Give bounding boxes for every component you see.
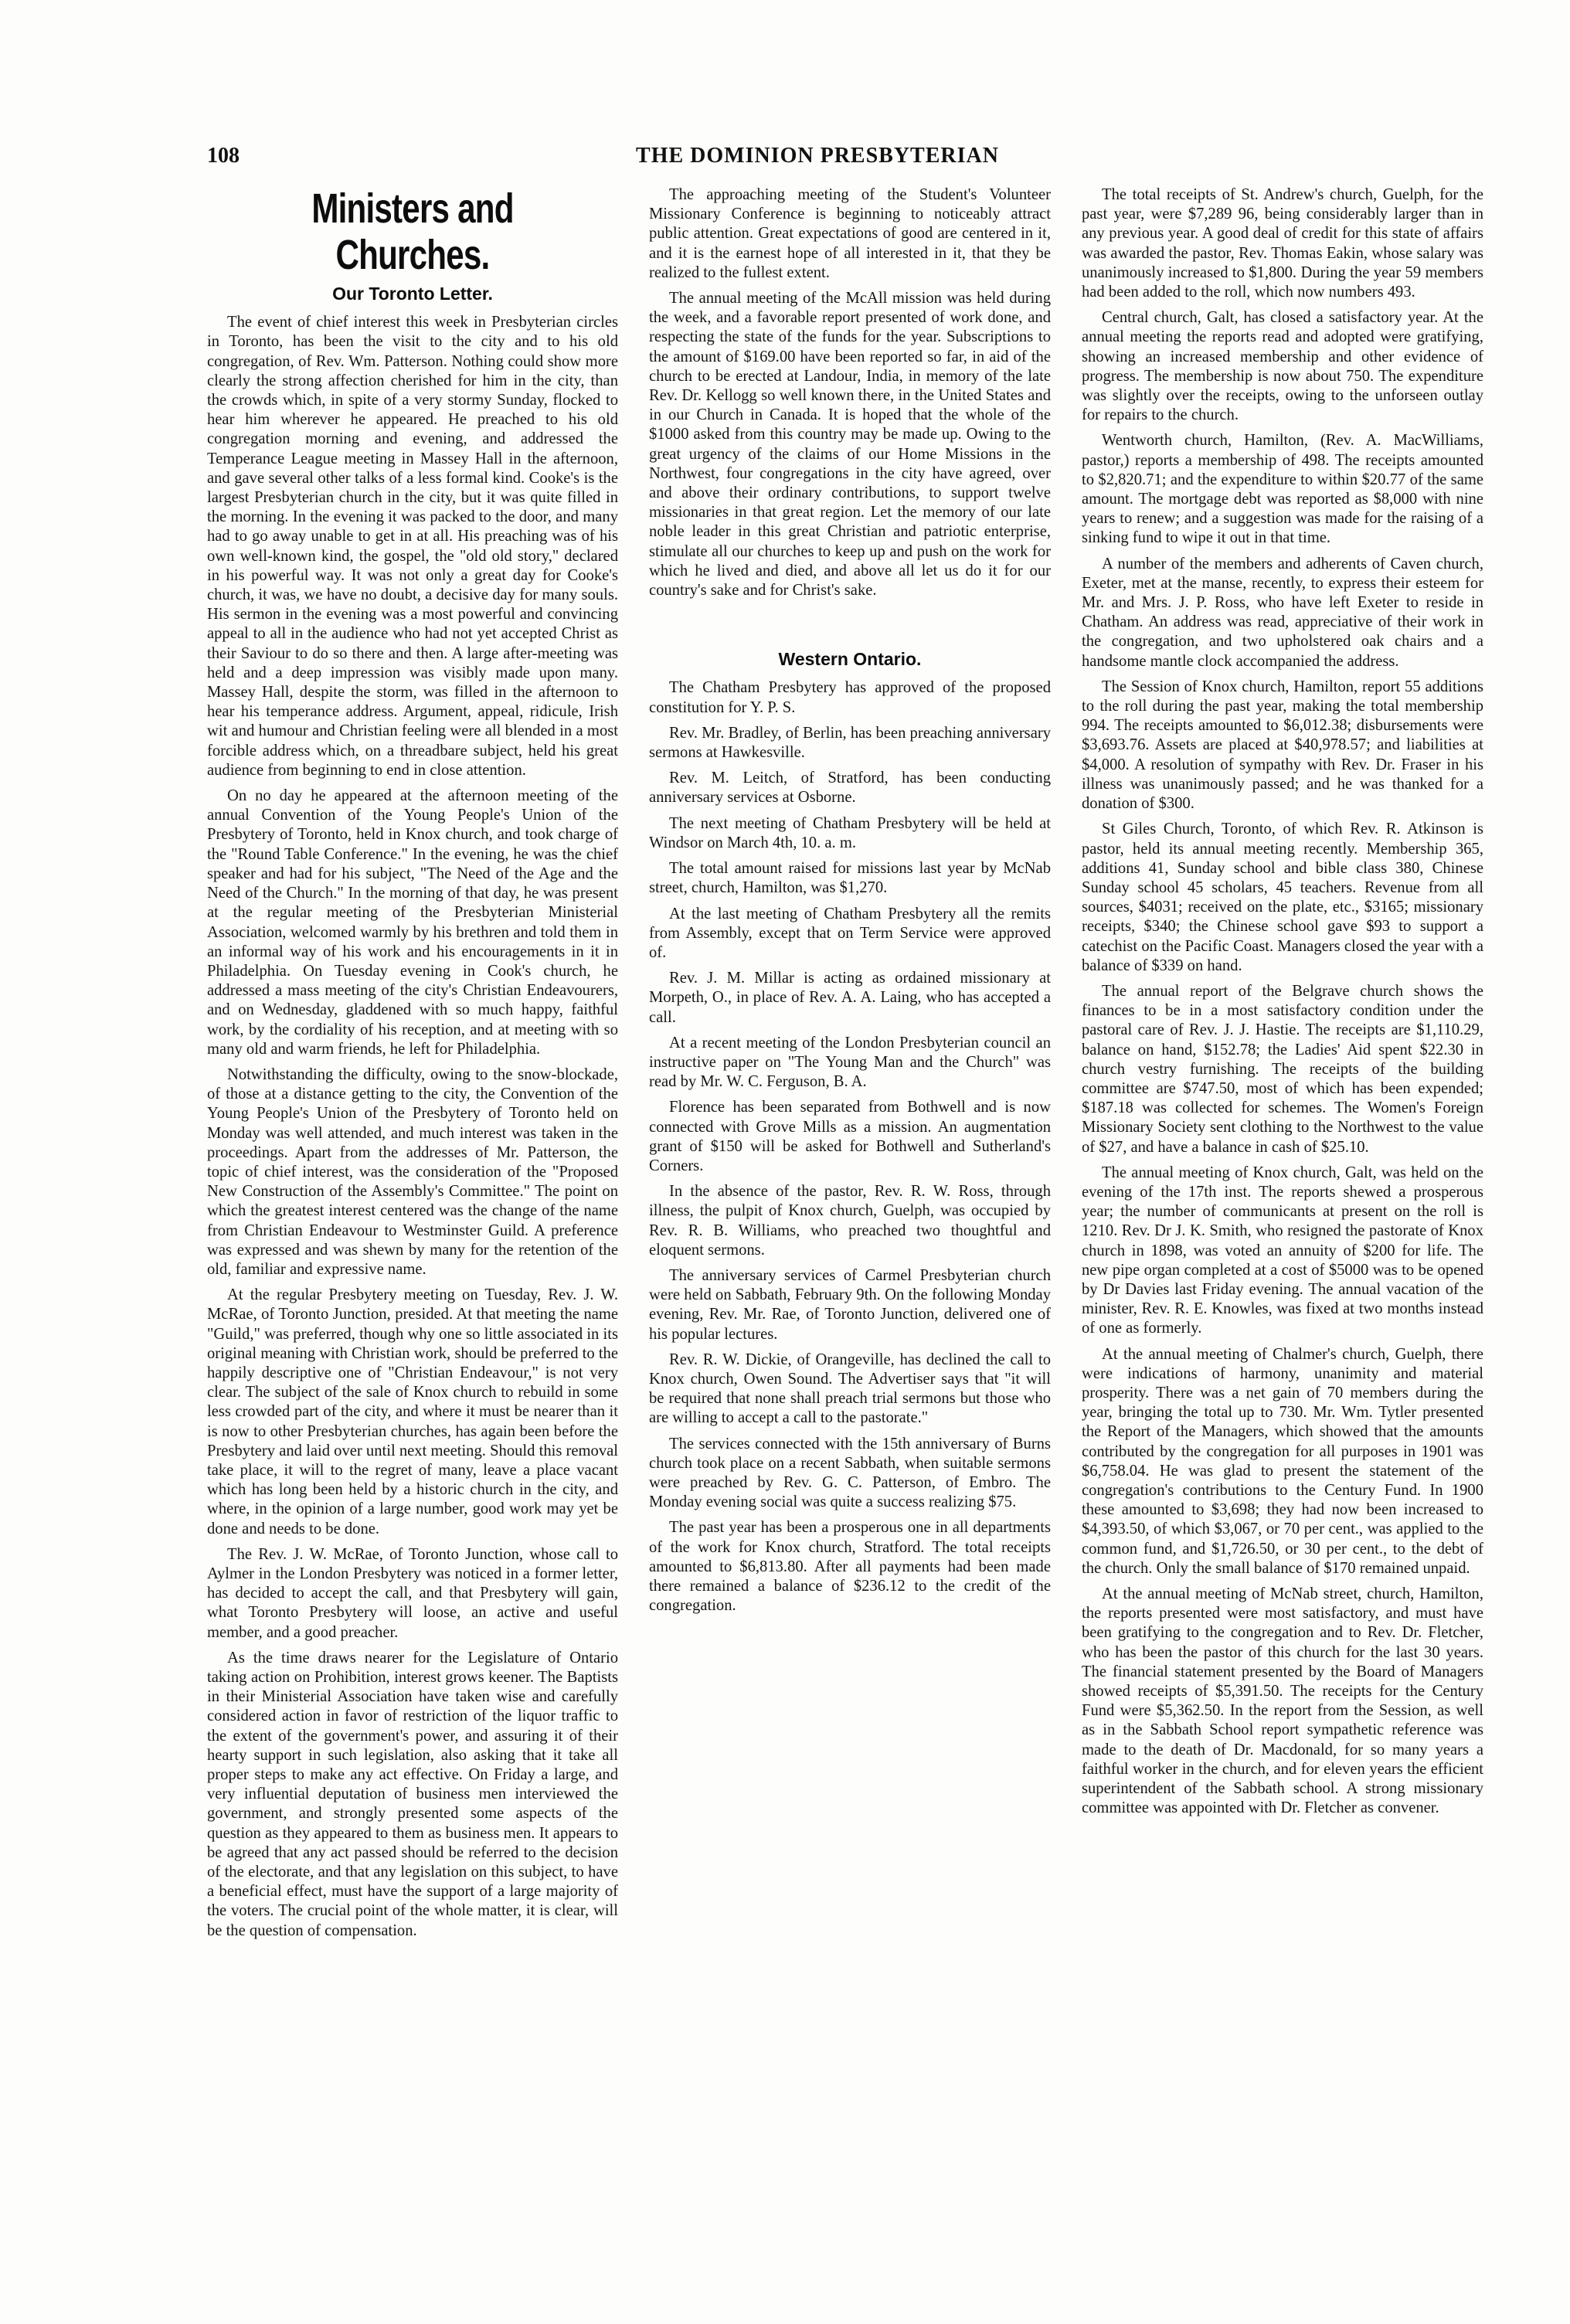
- western-paragraph-12: Rev. R. W. Dickie, of Orangeville, has declined the call to Knox church, Owen Sound. The Advertiser says that "it will be required that none shall preach trial sermons but those who are willing to accept a call to the pastorate.": [649, 1351, 1051, 1427]
- column-2: [649, 185, 1051, 1622]
- western-paragraph-2: Rev. Mr. Bradley, of Berlin, has been preaching anniversary sermons at Hawkesville.: [649, 724, 1051, 762]
- western-paragraph-7: Rev. J. M. Millar is acting as ordained missionary at Morpeth, O., in place of Rev. A. A. Laing, who has accepted a call.: [649, 970, 1051, 1026]
- western-paragraph-9: Florence has been separated from Bothwell and is now connected with Grove Mills as a mission. An augmentation grant of $150 will be asked for Bothwell and Sutherland's Corners.: [649, 1099, 1051, 1174]
- western-paragraph-8: At a recent meeting of the London Presbyterian council an instructive paper on "The Young Man and the Church" was read by Mr. W. C. Ferguson, B. A.: [649, 1034, 1051, 1091]
- page-header: [207, 144, 1428, 175]
- toronto-paragraph-5: The Rev. J. W. McRae, of Toronto Junction, whose call to Aylmer in the London Presbytery was noticed in a former letter, has decided to accept the call, and that Presbytery will gain, what Toronto Presbytery will loose, an active and useful member, and a good preacher.: [207, 1545, 618, 1641]
- western-paragraph-22: The annual meeting of Knox church, Galt, was held on the evening of the 17th inst. The reports shewed a prosperous year; the number of communicants at present on the roll is 1210. Rev. Dr J. K. Smith, who resigned the pastorate of Knox church in 1898, was voted an annuity of $200 for life. The new pipe organ completed at a cost of $5000 was to be opened by Dr Davies last Friday evening. The annual vacation of the minister, Rev. R. E. Knowles, was fixed at two months instead of one as formerly.: [1082, 1164, 1483, 1337]
- western-paragraph-16: Central church, Galt, has closed a satisfactory year. At the annual meeting the reports read and adopted were gratifying, showing an increased membership and other evidence of progress. The membership is now about 750. The expenditure was slightly over the receipts, owing to the unforseen outlay for repairs to the church.: [1082, 309, 1483, 424]
- western-paragraph-17: Wentworth church, Hamilton, (Rev. A. MacWilliams, pastor,) reports a membership of 498. The receipts amounted to $2,820.71; and the expenditure to within $20.77 of the same amount. The mortgage debt was reported as $8,000 with nine years to renew; and a suggestion was made for the raising of a sinking fund to wipe it out in that time.: [1082, 432, 1483, 547]
- western-paragraph-19: The Session of Knox church, Hamilton, report 55 additions to the roll during the past year, making the total membership 994. The receipts amounted to $6,012.38; disbursements were $3,693.76. Assets are placed at $40,978.57; and liabilities at $4,000. A resolution of sympathy with Rev. Dr. Fraser in his illness was unanimously passed; and he was thanked for a donation of $300.: [1082, 678, 1483, 813]
- western-paragraph-21: The annual report of the Belgrave church shows the finances to be in a most satisfactory condition under the pastoral care of Rev. J. J. Hastie. The receipts are $1,110.29, balance on hand, $152.78; the Ladies' Aid spent $22.30 in church vestry furnishing. The receipts of the building committee are $747.50, most of which has been expended; $187.18 was collected for schemes. The Women's Foreign Missionary Society sent clothing to the Northwest to the value of $27, and have a balance in cash of $25.10.: [1082, 982, 1483, 1156]
- western-paragraph-20: St Giles Church, Toronto, of which Rev. R. Atkinson is pastor, held its annual meeting recently. Membership 365, additions 41, Sunday school and bible class 380, Chinese Sunday school 45 scholars, 45 teachers. Revenue from all sources, $4031; received on the plate, etc., $3165; missionary receipts, $340; the Chinese school gave $93 to support a catechist on the Pacific Coast. Managers closed the year with a balance of $339 on hand.: [1082, 821, 1483, 974]
- western-paragraph-1: The Chatham Presbytery has approved of the proposed constitution for Y. P. S.: [649, 679, 1051, 716]
- western-paragraph-10: In the absence of the pastor, Rev. R. W. Ross, through illness, the pulpit of Knox church, Guelph, was occupied by Rev. R. B. Williams, who preached two thoughtful and eloquent sermons.: [649, 1183, 1051, 1259]
- toronto-letter-heading: Our Toronto Letter.: [332, 284, 493, 304]
- western-paragraph-18: A number of the members and adherents of Caven church, Exeter, met at the manse, recently, to express their esteem for Mr. and Mrs. J. P. Ross, who have left Exeter to reside in Chatham. An address was read, appreciative of their work in the congregation, and two upholstered oak chairs and a handsome mantle clock accompanied the address.: [1082, 555, 1483, 670]
- toronto-paragraph-7: The approaching meeting of the Student's Volunteer Missionary Conference is beginning to noticeably attract public attention. Great expectations of good are centered in it, and it is the earnest hope of all interested in it, that they be realized to the fullest extent.: [649, 186, 1051, 281]
- western-paragraph-15: The total receipts of St. Andrew's church, Guelph, for the past year, were $7,289 96, being considerably larger than in any previous year. A good deal of credit for this state of affairs was awarded the pastor, Rev. Thomas Eakin, whose salary was unanimously increased to $1,800. During the year 59 members had been added to the roll, which now numbers 493.: [1082, 186, 1483, 301]
- western-paragraph-6: At the last meeting of Chatham Presbytery all the remits from Assembly, except that on Term Service were approved of.: [649, 905, 1051, 961]
- section-masthead: Ministers and Churches.: [311, 185, 514, 278]
- page-number: 108: [207, 144, 240, 168]
- western-ontario-heading: Western Ontario.: [778, 649, 922, 670]
- toronto-paragraph-1: The event of chief interest this week in Presbyterian circles in Toronto, has been the visit to the city and to his old congregation, of Rev. Wm. Patterson. Nothing could show more clearly the strong affection cherished for him in the city, than the crowds which, in spite of a very stormy Sunday, flocked to hear him wherever he appeared. He preached to his old congregation morning and evening, and addressed the Temperance League meeting in Massey Hall in the afternoon, and gave several other talks of a less formal kind. Cooke's is the largest Presbyterian church in the city, but it was quite filled in the morning. In the evening it was packed to the door, and many had to go away unable to get in at all. His preaching was of his own well-known kind, the gospel, the "old old story," declared in his powerful way. It was not only a great day for Cooke's church, it was, we have no doubt, a decisive day for many souls. His sermon in the evening was a most powerful and convincing appeal to all in the audience who had not yet accepted Christ as their Saviour to do so there and then. A large after-meeting was held and a deep impression was visibly made upon many. Massey Hall, despite the storm, was filled in the afternoon to hear his temperance address. Argument, appeal, ridicule, Irish wit and humour and Christian feeling were all blended in a most forcible address which, on a threadbare subject, held his great audience from beginning to end in close attention.: [207, 314, 618, 779]
- western-paragraph-11: The anniversary services of Carmel Presbyterian church were held on Sabbath, February 9th. On the following Monday evening, Rev. Mr. Rae, of Toronto Junction, delivered one of his popular lectures.: [649, 1266, 1051, 1343]
- toronto-paragraph-4: At the regular Presbytery meeting on Tuesday, Rev. J. W. McRae, of Toronto Junction, presided. At that meeting the name "Guild," was preferred, though why one so little associated in its original meaning with Christian work, should be preferred to the happily descriptive one of "Christian Endeavour," is not very clear. The subject of the sale of Knox church to rebuild in some less crowded part of the city, and where it must be nearer than it is now to other Presbyterian churches, has again been before the Presbytery and laid over until next meeting. Should this removal take place, it will to the regret of many, leave a place vacant which has long been held by a historic church in the city, and where, in the opinion of a large number, good work may yet be done and needs to be done.: [207, 1286, 618, 1537]
- column-3: [1082, 185, 1483, 1824]
- column-1: [207, 185, 618, 1947]
- section-spacer: [649, 606, 1051, 645]
- toronto-paragraph-8: The annual meeting of the McAll mission was held during the week, and a favorable report presented of work done, and respecting the state of the funds for the year. Subscriptions to the amount of $169.00 have been reported so far, in aid of the church to be erected at Landour, India, in memory of the late Rev. Dr. Kellogg so well known there, in the United States and in our Church in Canada. It is hoped that the whole of the $1000 asked from this country may be made up. Owing to the great urgency of the claims of our Home Missions in the Northwest, four congregations in the city have agreed, over and above their ordinary contributions, to support twelve missionaries in that great region. Let the memory of our late noble leader in this great Christian and patriotic enterprise, stimulate all our churches to keep up and push on the work for which he lived and died, and above all let us do it for our country's sake and for Christ's sake.: [649, 290, 1051, 600]
- western-paragraph-13: The services connected with the 15th anniversary of Burns church took place on a recent Sabbath, when suitable sermons were preached by Rev. G. C. Patterson, of Embro. The Monday evening social was quite a success realizing $75.: [649, 1435, 1051, 1511]
- western-paragraph-23: At the annual meeting of Chalmer's church, Guelph, there were indications of harmony, unanimity and material prosperity. There was a net gain of 70 members during the year, bringing the total up to 730. Mr. Wm. Tytler presented the Report of the Managers, which showed that the amounts contributed by the congregation for all purposes in 1901 was $6,758.04. He was glad to present the statement of the congregation's contributions to the Century Fund. In 1900 these amounted to $3,698; they had now been increased to $4,393.50, of which $3,067, or 70 per cent., was applied to the common fund, and $1,726.50, or 30 per cent., to the debt of the church. Only the small balance of $170 remained unpaid.: [1082, 1345, 1483, 1577]
- western-paragraph-3: Rev. M. Leitch, of Stratford, has been conducting anniversary services at Osborne.: [649, 770, 1051, 807]
- western-paragraph-14: The past year has been a prosperous one in all departments of the work for Knox church, Stratford. The total receipts amounted to $6,813.80. After all payments had been made there remained a balance of $236.12 to the credit of the congregation.: [649, 1519, 1051, 1615]
- western-paragraph-24: At the annual meeting of McNab street, church, Hamilton, the reports presented were most satisfactory, and must have been gratifying to the congregation and to Rev. Dr. Fletcher, who has been the pastor of this church for the last 30 years. The financial statement presented by the Board of Managers showed receipts of $5,391.50. The receipts for the Century Fund were $5,362.50. In the report from the Session, as well as in the Sabbath School report sympathetic reference was made to the death of Dr. Macdonald, for so many years a faithful worker in the church, and for eleven years the efficient superintendent of the Sabbath school. A strong missionary committee was appointed with Dr. Fletcher as convener.: [1082, 1585, 1483, 1817]
- western-paragraph-5: The total amount raised for missions last year by McNab street, church, Hamilton, was $1,270.: [649, 860, 1051, 897]
- toronto-paragraph-6: As the time draws nearer for the Legislature of Ontario taking action on Prohibition, interest grows keener. The Baptists in their Ministerial Association have taken wise and carefully considered action in favor of restriction of the liquor traffic to the extent of the government's power, and assuring it of their hearty support in such legislation, also asking that it take all proper steps to make any act effective. On Friday a large, and very influential deputation of business men interviewed the government, and strongly presented some aspects of the question as they appeared to them as business men. It appears to be agreed that any act passed should be referred to the decision of the electorate, and that any legislation on this subject, to have a beneficial effect, must have the support of a large majority of the voters. The crucial point of the whole matter, it is clear, will be the question of compensation.: [207, 1649, 618, 1939]
- toronto-paragraph-2: On no day he appeared at the afternoon meeting of the annual Convention of the Young People's Union of the Presbytery of Toronto, held in Knox church, and took charge of the "Round Table Conference." In the evening, he was the chief speaker and had for his subject, "The Need of the Age and the Need of the Church." In the morning of that day, he was present at the regular meeting of the Presbyterian Ministerial Association, welcomed warmly by his brethren and told them in an informal way of his work and his encouragements in it in Philadelphia. On Tuesday evening in Cook's church, he addressed a mass meeting of the city's Christian Endeavourers, and on Wednesday, gladdened with so much happy, faithful work, by the cordiality of his reception, and at meeting with so many old and warm friends, he left for Philadelphia.: [207, 787, 618, 1058]
- western-paragraph-4: The next meeting of Chatham Presbytery will be held at Windsor on March 4th, 10. a. m.: [649, 814, 1051, 851]
- toronto-paragraph-3: Notwithstanding the difficulty, owing to the snow-blockade, of those at a distance getting to the city, the Convention of the Young People's Union of the Presbytery of Toronto held on Monday was well attended, and much interest was taken in the proceedings. Apart from the addresses of Mr. Patterson, the topic of chief interest, was the consideration of the "Proposed New Construction of the Assembly's Committee." The point on which the greatest interest centered was the change of the name from Christian Endeavour to Westminster Guild. A preference was expressed and was shewn by many for the retention of the old, familiar and expressive name.: [207, 1065, 618, 1278]
- running-title: THE DOMINION PRESBYTERIAN: [636, 144, 999, 168]
